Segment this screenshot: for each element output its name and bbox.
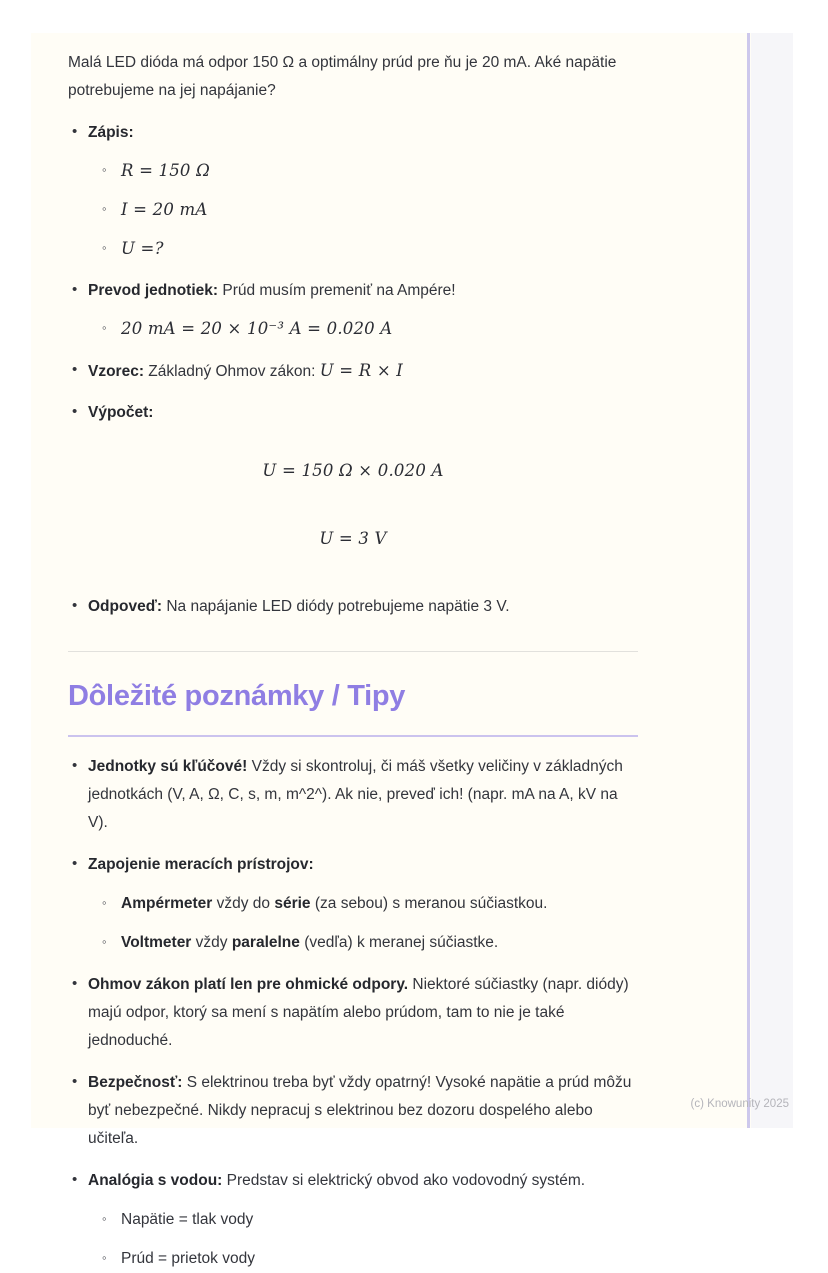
list-item [102,890,638,918]
math-expression: U = 3 V [319,529,387,548]
bold-text: Ohmov zákon platí len pre ohmické odpory. [88,976,409,993]
bold-text: série [274,895,311,912]
bold-text: Bezpečnosť: [88,1074,183,1091]
bold-text: Analógia s vodou: [88,1172,223,1189]
bullet-dot-icon: • [72,281,78,298]
tips-list [68,753,638,1273]
bullet-circle-icon: ◦ [102,320,107,335]
text-run: Na napájanie LED diódy potrebujeme napätie 3 V. [162,598,510,615]
text-run: vždy [191,934,232,951]
bold-text: Vzorec: [88,363,144,380]
text-run: Prúd = prietok vody [121,1250,255,1267]
bullet-circle-icon: ◦ [102,240,107,255]
text-run: Niektoré súčiastky (napr. diódy) majú odpor, ktorý sa mení s napätím alebo prúdom, tam to nie je také jednoduché. [88,976,629,1049]
inline-math: R = 150 Ω [121,161,210,180]
inline-math: U =? [121,239,164,258]
bullet-dot-icon: • [72,123,78,140]
section-heading: Dôležité poznámky / Tipy [68,678,638,737]
inline-math: I = 20 mA [121,200,208,219]
bullet-dot-icon: • [72,975,78,992]
bold-text: paralelne [231,934,300,951]
list-item [68,753,638,837]
list-item [68,1167,638,1195]
inline-math: U = R × I [319,361,404,380]
list-item [68,399,638,427]
list-item [102,929,638,957]
copyright-watermark: (c) Knowunity 2025 [690,1098,789,1110]
bullet-circle-icon: ◦ [102,895,107,910]
bold-text: Ampérmeter [121,895,213,912]
bullet-circle-icon: ◦ [102,201,107,216]
bullet-dot-icon: • [72,1073,78,1090]
bold-text: Odpoveď: [88,598,163,615]
list-item [102,196,638,225]
bullet-circle-icon: ◦ [102,1250,107,1265]
list-item [68,971,638,1055]
text-run: (vedľa) k meranej súčiastke. [299,934,499,951]
text-run: vždy do [212,895,275,912]
bullet-circle-icon: ◦ [102,162,107,177]
bold-text: Zapojenie meracích prístrojov: [88,856,314,873]
solution-list [68,119,638,621]
section-divider [68,651,638,652]
bullet-dot-icon: • [72,855,78,872]
bold-text: Jednotky sú kľúčové! [88,758,248,775]
text-run: Základný Ohmov zákon: [144,363,320,380]
list-item [68,277,638,305]
bullet-dot-icon: • [72,757,78,774]
bold-text: Prevod jednotiek: [88,282,219,299]
inline-math: 20 mA = 20 × 10⁻³ A = 0.020 A [121,319,393,338]
list-item [68,119,638,147]
vertical-accent-line [747,33,750,1128]
bullet-circle-icon: ◦ [102,1211,107,1226]
math-expression: U = 150 Ω × 0.020 A [262,461,444,480]
list-item [68,851,638,879]
bullet-circle-icon: ◦ [102,934,107,949]
list-item [102,1245,638,1273]
text-run: Vždy si skontroluj, či máš všetky veličiny v základných jednotkách (V, A, Ω, C, s, m, m^2^). Ak nie, preveď ich! (napr. mA na A, kV na V). [88,758,623,831]
bullet-dot-icon: • [72,597,78,614]
list-item [102,315,638,344]
document-page [31,33,793,1267]
bullet-dot-icon: • [72,403,78,420]
bullet-dot-icon: • [72,361,78,378]
list-item [102,1206,638,1234]
text-run: Predstav si elektrický obvod ako vodovodný systém. [222,1172,586,1189]
text-run: (za sebou) s meranou súčiastkou. [310,895,548,912]
list-item [102,235,638,264]
tips-section [68,753,638,1273]
list-item [68,357,638,386]
text-run: Prúd musím premeniť na Ampére! [218,282,456,299]
display-math-formula [68,457,638,485]
page-right-margin-strip [751,33,793,1128]
bold-text: Výpočet: [88,404,154,421]
list-item [68,593,638,621]
list-item [102,157,638,186]
bold-text: Voltmeter [121,934,192,951]
display-math-formula [68,525,638,553]
document-content [68,33,638,1273]
text-run: S elektrinou treba byť vždy opatrný! Vysoké napätie a prúd môžu byť nebezpečné. Nikdy nepracuj s elektrinou bez dozoru dospelého alebo učiteľa. [88,1074,632,1147]
problem-statement: Malá LED dióda má odpor 150 Ω a optimálny prúd pre ňu je 20 mA. Aké napätie potrebujeme na jej napájanie? [68,54,617,99]
bullet-dot-icon: • [72,1171,78,1188]
text-run: Napätie = tlak vody [121,1211,254,1228]
list-item [68,1069,638,1153]
bold-text: Zápis: [88,124,134,141]
